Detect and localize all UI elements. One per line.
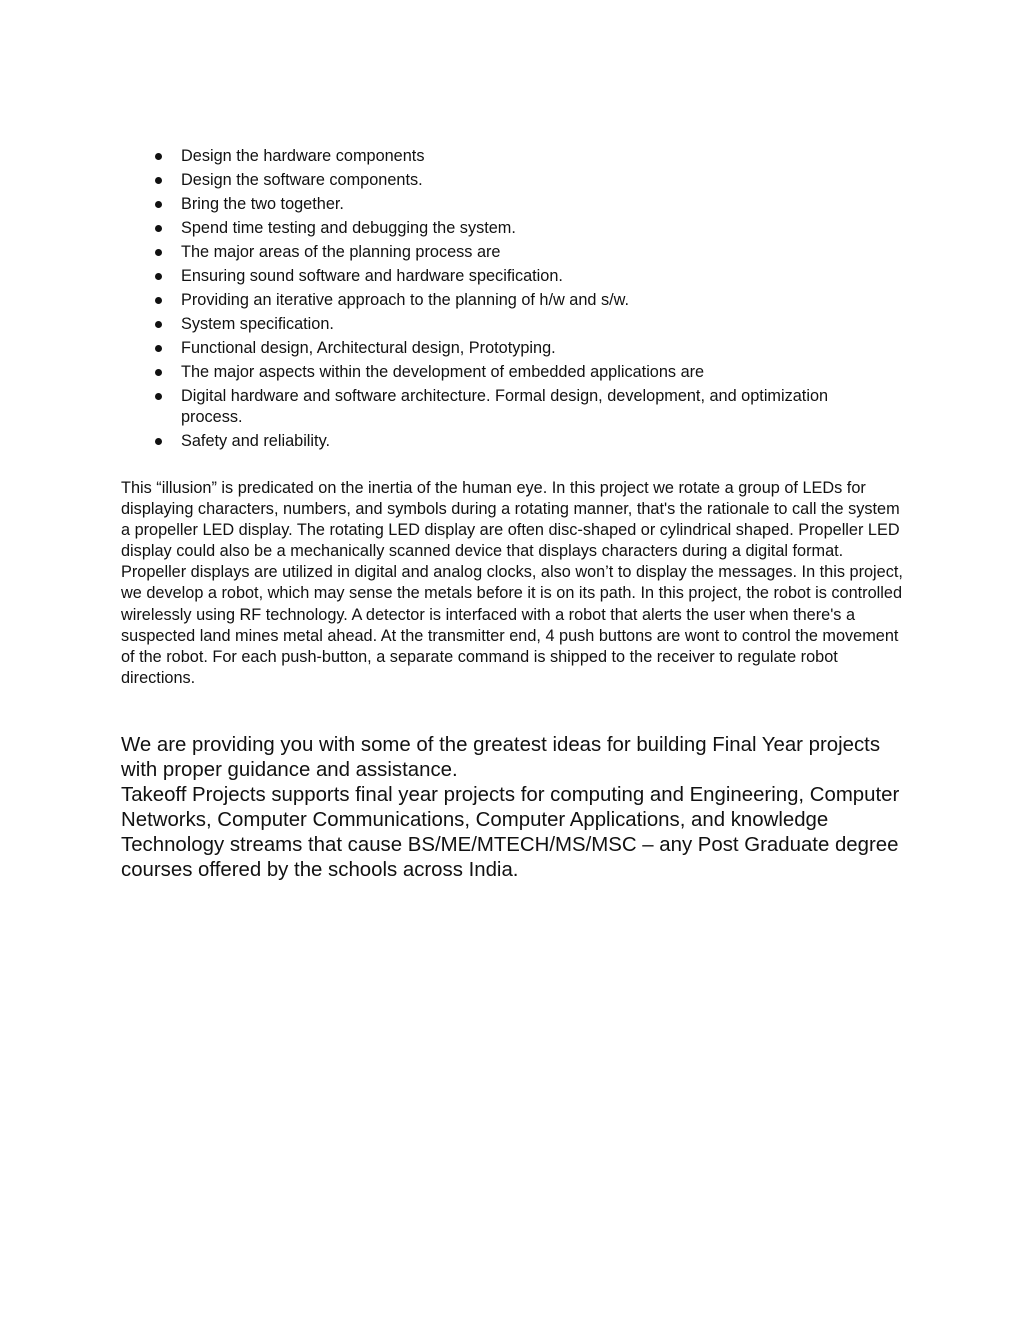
bullet-text: Design the hardware components: [181, 147, 425, 165]
bullet-text: Providing an iterative approach to the planning of h/w and s/w.: [181, 291, 630, 309]
bullet-item: [150, 362, 850, 383]
closing-line-guidance: We are providing you with some of the greatest ideas for building Final Year projects with proper guidance and assistance.: [121, 734, 881, 781]
bullet-text: Spend time testing and debugging the system.: [181, 219, 516, 237]
bullet-item: [150, 431, 850, 452]
bullet-text: Ensuring sound software and hardware specification.: [181, 267, 563, 285]
bullet-item: [150, 218, 850, 239]
bullet-dot-icon: [155, 297, 162, 304]
bullet-dot-icon: [155, 249, 162, 256]
bullet-item: [150, 266, 850, 287]
bullet-text: Functional design, Architectural design, Prototyping.: [181, 339, 556, 357]
bullet-item: [150, 146, 850, 167]
body-paragraph: This “illusion” is predicated on the inertia of the human eye. In this project we rotate a group of LEDs for displaying characters, numbers, and symbols during a rotating manner, that's the rationale to call the system a propeller LED display. The rotating LED display are often disc-shaped or cylindrical shaped. Propeller LED display could also be a mechanically scanned device that displays characters during a digital format. Propeller displays are utilized in digital and analog clocks, also won’t to display the messages. In this project, we develop a robot, which may sense the metals before it is on its path. In this project, the robot is controlled wirelessly using RF technology. A detector is interfaced with a robot that alerts the user when there's a suspected land mines metal ahead. At the transmitter end, 4 push buttons are wont to control the movement of the robot. For each push-button, a separate command is shipped to the receiver to regulate robot directions.: [121, 479, 903, 687]
bullet-dot-icon: [155, 438, 162, 445]
bullet-text: Digital hardware and software architecture. Formal design, development, and optimization process.: [181, 387, 829, 426]
bullet-text: Design the software components.: [181, 171, 423, 189]
bullet-dot-icon: [155, 201, 162, 208]
bullet-item: [150, 314, 850, 335]
bullet-item: [150, 338, 850, 359]
bullet-dot-icon: [155, 369, 162, 376]
closing-line-takeoff: Takeoff Projects supports final year projects for computing and Engineering, Computer Networks, Computer Communications, Computer Applications, and knowledge Technology streams that cause BS/ME/MTECH/MS/MSC – any Post Graduate degree courses offered by the schools across India.: [121, 784, 900, 881]
bullet-text: Bring the two together.: [181, 195, 344, 213]
bullet-dot-icon: [155, 393, 162, 400]
bullet-dot-icon: [155, 177, 162, 184]
bullet-dot-icon: [155, 273, 162, 280]
bullet-text: System specification.: [181, 315, 334, 333]
bullet-list: [150, 146, 850, 455]
bullet-dot-icon: [155, 225, 162, 232]
bullet-item: [150, 194, 850, 215]
bullet-item: [150, 170, 850, 191]
bullet-item: [150, 242, 850, 263]
bullet-text: Safety and reliability.: [181, 432, 331, 450]
bullet-text: The major aspects within the development of embedded applications are: [181, 363, 705, 381]
bullet-item: [150, 386, 850, 428]
bullet-dot-icon: [155, 153, 162, 160]
bullet-text: The major areas of the planning process are: [181, 243, 501, 261]
bullet-dot-icon: [155, 321, 162, 328]
closing-section: [121, 733, 911, 883]
bullet-dot-icon: [155, 345, 162, 352]
bullet-item: [150, 290, 850, 311]
